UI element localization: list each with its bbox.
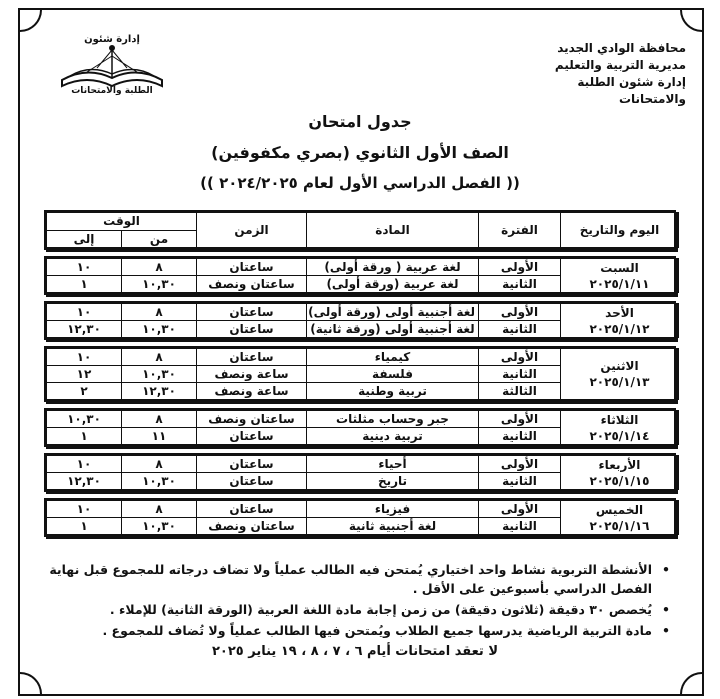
time-to-cell: ١٠,٣٠: [47, 411, 122, 428]
day-date: ٢٠٢٥/١/١٣: [589, 375, 650, 389]
term-title: (( الفصل الدراسي الأول لعام ٢٠٢٤/٢٠٢٥ )): [200, 174, 520, 192]
time-from-cell: ١٠,٣٠: [122, 321, 197, 338]
frame-corner: [18, 672, 42, 696]
time-to-cell: ١٠: [47, 501, 122, 518]
table-row: [47, 501, 679, 518]
bullet-icon: •: [662, 623, 670, 638]
table-row: [47, 349, 679, 366]
no-exam-days-note: لا تعقد امتحانات أيام ٦ ، ٧ ، ٨ ، ١٩ يناير ٢٠٢٥: [211, 644, 499, 659]
duration-cell: ساعتان: [197, 259, 307, 276]
day-name: الأحد: [605, 305, 634, 320]
time-from-cell: ٨: [122, 349, 197, 366]
time-to-cell: ١٠: [47, 304, 122, 321]
time-from-cell: ٨: [122, 411, 197, 428]
time-from-cell: ٨: [122, 304, 197, 321]
duration-cell: ساعتان ونصف: [197, 518, 307, 535]
duration-cell: ساعة ونصف: [197, 383, 307, 400]
subject-cell: لغة عربية (ورقة أولى): [307, 276, 479, 293]
day-block: [44, 346, 676, 402]
time-to-cell: ١: [47, 276, 122, 293]
period-cell: الثالثة: [479, 383, 561, 400]
period-cell: الأولى: [479, 411, 561, 428]
frame-corner: [680, 8, 704, 32]
day-date: ٢٠٢٥/١/١٤: [589, 428, 650, 443]
subject-cell: فيزياء: [307, 501, 479, 518]
note-text: مادة التربية الرياضية يدرسها جميع الطلاب ويُمتحن فيها الطالب عملياً ولا تُضاف للمجموع .: [102, 623, 652, 638]
day-block: [44, 498, 676, 537]
header-administration: إدارة شئون الطلبة والامتحانات: [577, 75, 686, 106]
subject-cell: تاريخ: [307, 473, 479, 490]
header-directorate: مديرية التربية والتعليم: [554, 58, 686, 72]
schedule-table: [44, 210, 676, 543]
time-from-cell: ١٠,٣٠: [122, 473, 197, 490]
duration-cell: ساعتان ونصف: [197, 411, 307, 428]
duration-cell: ساعتان ونصف: [197, 276, 307, 293]
day-date: ٢٠٢٥/١/١١: [589, 276, 650, 291]
logo-top-text: إدارة شئون: [84, 34, 140, 45]
header-period: الفترة: [479, 213, 561, 248]
grade-title: الصف الأول الثانوي (بصري مكفوفين): [211, 143, 509, 162]
time-from-cell: ٨: [122, 456, 197, 473]
time-from-cell: ٨: [122, 259, 197, 276]
day-block: [44, 256, 676, 295]
day-name: الأربعاء: [598, 457, 641, 472]
notes-section: [40, 560, 670, 661]
day-block: [44, 408, 676, 447]
period-cell: الثانية: [479, 321, 561, 338]
duration-cell: ساعتان: [197, 321, 307, 338]
note-item: [40, 621, 670, 640]
period-cell: الأولى: [479, 349, 561, 366]
subject-cell: لغة عربية ( ورقة أولى): [307, 259, 479, 276]
header-day-date: اليوم والتاريخ: [561, 213, 679, 248]
day-date-cell: [561, 349, 679, 400]
day-date: ٢٠٢٥/١/١٦: [589, 518, 650, 533]
header-duration: الزمن: [197, 213, 307, 248]
header-governorate: محافظة الوادي الجديد: [557, 41, 686, 55]
day-name: الاثنين: [600, 359, 639, 373]
bullet-icon: •: [662, 562, 670, 577]
time-to-cell: ١: [47, 428, 122, 445]
time-from-cell: ١٢,٣٠: [122, 383, 197, 400]
day-block: [44, 453, 676, 492]
authority-header: [516, 40, 686, 108]
subject-cell: تربية وطنية: [307, 383, 479, 400]
bullet-icon: •: [662, 602, 670, 617]
duration-cell: ساعتان: [197, 501, 307, 518]
period-cell: الأولى: [479, 456, 561, 473]
subject-cell: لغة أجنبية أولى (ورقة ثانية): [307, 321, 479, 338]
time-to-cell: ١: [47, 518, 122, 535]
note-text: يُخصص ٣٠ دقيقة (ثلاثون دقيقة) من زمن إجابة مادة اللغة العربية (الورقة الثانية) للإملاء .: [109, 602, 652, 617]
subject-cell: أحياء: [307, 456, 479, 473]
time-from-cell: ٨: [122, 501, 197, 518]
day-date-cell: [561, 259, 679, 293]
time-to-cell: ١٢,٣٠: [47, 321, 122, 338]
day-date: ٢٠٢٥/١/١٥: [589, 473, 650, 488]
note-text: الأنشطة التربوية نشاط واحد اختياري يُمتحن فيه الطالب عملياً ولا تضاف درجاته للمجموع قبل نهاية الفصل الدراسي بأسبوعين على الأقل .: [49, 562, 652, 596]
time-to-cell: ١٢,٣٠: [47, 473, 122, 490]
day-date-cell: [561, 411, 679, 445]
time-from-cell: ١٠,٣٠: [122, 276, 197, 293]
time-from-cell: ١٠,٣٠: [122, 366, 197, 383]
day-name: الخميس: [595, 502, 644, 517]
header-time-to: إلى: [47, 230, 122, 248]
subject-cell: كيمياء: [307, 349, 479, 366]
period-cell: الثانية: [479, 518, 561, 535]
day-block: [44, 301, 676, 340]
duration-cell: ساعة ونصف: [197, 366, 307, 383]
document-title: جدول امتحان: [308, 112, 412, 131]
header-time-from: من: [122, 230, 197, 248]
period-cell: الأولى: [479, 304, 561, 321]
logo-bottom-text: الطلبة والامتحانات: [71, 86, 153, 96]
subject-cell: فلسفة: [307, 366, 479, 383]
period-cell: الثانية: [479, 276, 561, 293]
table-row: [47, 304, 679, 321]
day-date-cell: [561, 304, 679, 338]
time-to-cell: ١٠: [47, 456, 122, 473]
day-name: الثلاثاء: [600, 412, 639, 427]
period-cell: الأولى: [479, 259, 561, 276]
time-to-cell: ١٢: [47, 366, 122, 383]
frame-corner: [680, 672, 704, 696]
subject-cell: جبر وحساب مثلثات: [307, 411, 479, 428]
header-subject: المادة: [307, 213, 479, 248]
duration-cell: ساعتان: [197, 428, 307, 445]
duration-cell: ساعتان: [197, 473, 307, 490]
time-from-cell: ١٠,٣٠: [122, 518, 197, 535]
time-to-cell: ٢: [47, 383, 122, 400]
table-row: [47, 411, 679, 428]
period-cell: الثانية: [479, 428, 561, 445]
subject-cell: تربية دينية: [307, 428, 479, 445]
note-item: [40, 600, 670, 619]
day-date-cell: [561, 456, 679, 490]
duration-cell: ساعتان: [197, 349, 307, 366]
time-from-cell: ١١: [122, 428, 197, 445]
period-cell: الأولى: [479, 501, 561, 518]
time-to-cell: ١٠: [47, 349, 122, 366]
table-row: [47, 259, 679, 276]
header-time: الوقت: [47, 213, 197, 231]
frame-corner: [18, 8, 42, 32]
duration-cell: ساعتان: [197, 304, 307, 321]
period-cell: الثانية: [479, 473, 561, 490]
table-row: [47, 456, 679, 473]
day-date: ٢٠٢٥/١/١٢: [589, 321, 650, 336]
time-to-cell: ١٠: [47, 259, 122, 276]
table-header-block: [44, 210, 676, 250]
period-cell: الثانية: [479, 366, 561, 383]
note-item: [40, 560, 670, 598]
day-date-cell: [561, 501, 679, 535]
day-name: السبت: [600, 260, 639, 275]
department-logo: [52, 28, 172, 106]
duration-cell: ساعتان: [197, 456, 307, 473]
subject-cell: لغة أجنبية ثانية: [307, 518, 479, 535]
subject-cell: لغة أجنبية أولى (ورقة أولى): [307, 304, 479, 321]
